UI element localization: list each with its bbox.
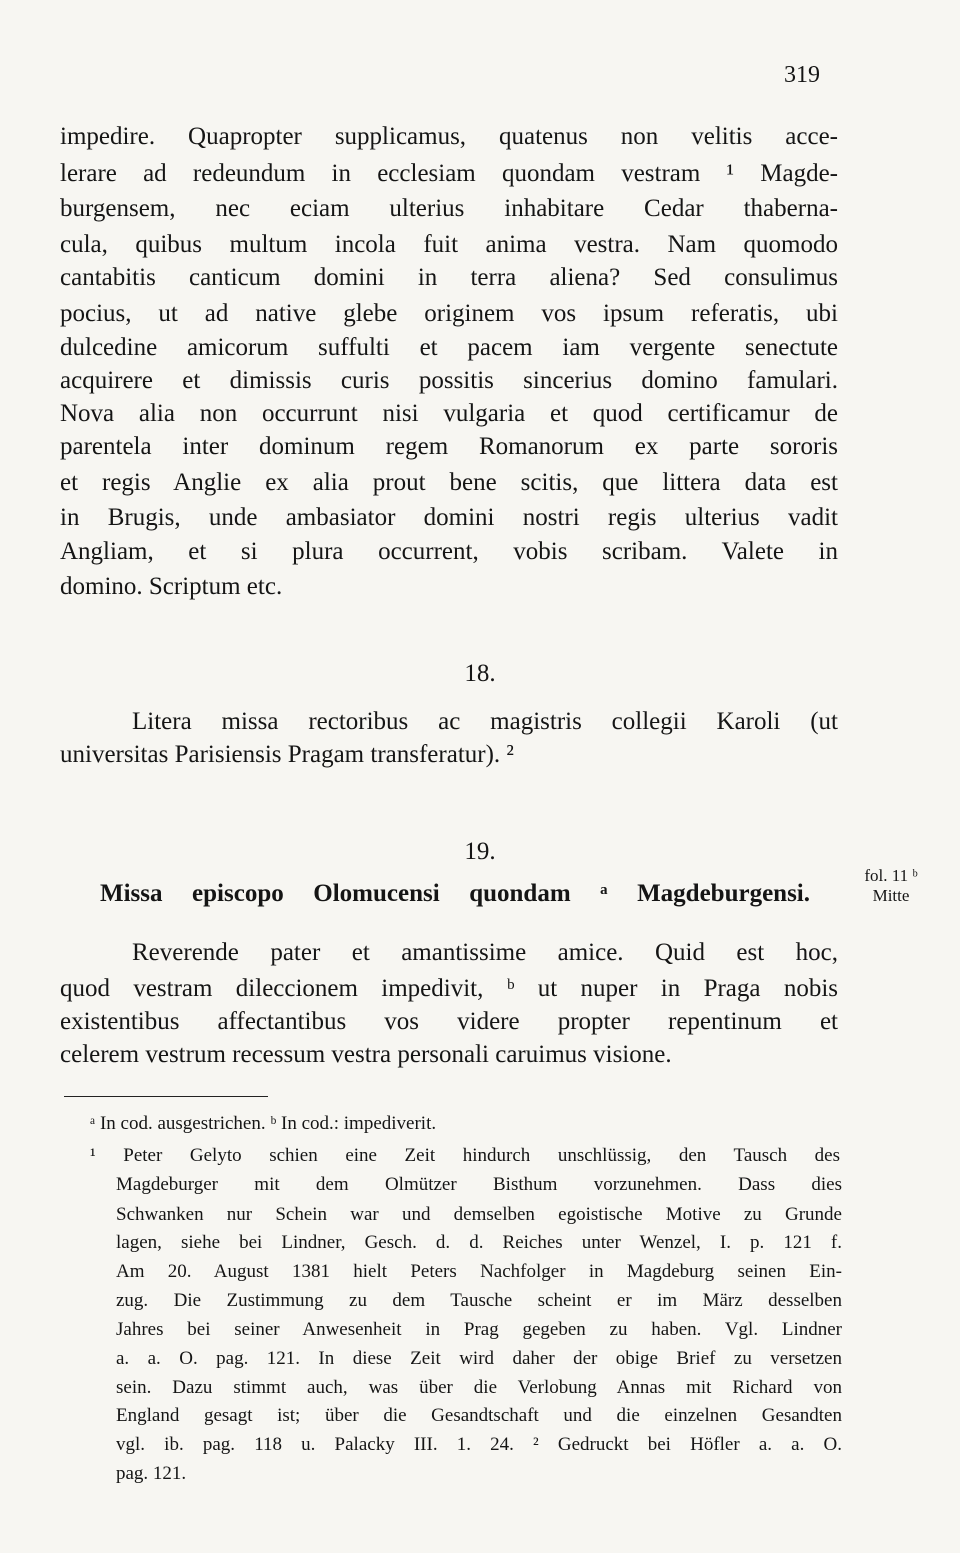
body-line: pocius, ut ad native glebe originem vos ipsum referatis, ubi xyxy=(60,300,838,327)
footnote-line: ¹ Peter Gelyto schien eine Zeit hindurch unschlüssig, den Tausch des xyxy=(90,1145,840,1166)
body-line: domino. Scriptum etc. xyxy=(60,573,283,600)
footnote-line: Am 20. August 1381 hielt Peters Nachfolger in Magdeburg seinen Ein- xyxy=(116,1261,842,1282)
footnote-rule xyxy=(64,1096,268,1097)
body-line: in Brugis, unde ambasiator domini nostri regis ulterius vadit xyxy=(60,504,838,531)
footnote-line: zug. Die Zustimmung zu dem Tausche scheint er im März desselben xyxy=(116,1290,842,1311)
section-number: 19. xyxy=(464,838,496,865)
footnote-line: England gesagt ist; über die Gesandtschaft und die einzelnen Gesandten xyxy=(116,1405,842,1426)
footnote-line: Jahres bei seiner Anwesenheit in Prag gegeben zu haben. Vgl. Lindner xyxy=(116,1319,842,1340)
footnote-line: vgl. ib. pag. 118 u. Palacky III. 1. 24. ² Gedruckt bei Höfler a. a. O. xyxy=(116,1434,842,1455)
body-line: cula, quibus multum incola fuit anima vestra. Nam quomodo xyxy=(60,231,838,258)
footnote-line: a. a. O. pag. 121. In diese Zeit wird daher der obige Brief zu versetzen xyxy=(116,1348,842,1369)
body-line: Nova alia non occurrunt nisi vulgaria et quod certificamur de xyxy=(60,400,838,427)
body-line: acquirere et dimissis curis possitis sincerius domino famulari. xyxy=(60,367,838,394)
footnote-line: lagen, siehe bei Lindner, Gesch. d. d. Reiches unter Wenzel, I. p. 121 f. xyxy=(116,1232,842,1253)
body-line: Angliam, et si plura occurrent, vobis scribam. Valete in xyxy=(60,538,838,565)
footnote-line: Magdeburger mit dem Olmützer Bisthum vorzunehmen. Dass dies xyxy=(116,1174,842,1195)
footnote-line: ᵃ In cod. ausgestrichen. ᵇ In cod.: impediverit. xyxy=(90,1113,437,1134)
page-number: 319 xyxy=(784,62,820,88)
body-line: lerare ad redeundum in ecclesiam quondam vestram ¹ Magde- xyxy=(60,160,838,187)
section-heading: Missa episcopo Olomucensi quondam ᵃ Magdeburgensi. xyxy=(100,880,810,907)
section-title-line: universitas Parisiensis Pragam transferatur). ² xyxy=(60,741,514,768)
section-title-line: Litera missa rectoribus ac magistris collegii Karoli (ut xyxy=(132,708,838,735)
body-line: et regis Anglie ex alia prout bene scitis, que littera data est xyxy=(60,469,838,496)
folio-position: Mitte xyxy=(872,885,910,905)
footnote-line: Schwanken nur Schein war und demselben egoistische Motive zu Grunde xyxy=(116,1204,842,1225)
body-line: cantabitis canticum domini in terra aliena? Sed consulimus xyxy=(60,264,838,291)
letter-line: quod vestram dileccionem impedivit, ᵇ ut nuper in Praga nobis xyxy=(60,975,838,1002)
body-line: burgensem, nec eciam ulterius inhabitare Cedar thaberna- xyxy=(60,195,838,222)
letter-line: Reverende pater et amantissime amice. Quid est hoc, xyxy=(132,939,838,966)
body-line: impedire. Quapropter supplicamus, quatenus non velitis acce- xyxy=(60,123,838,150)
folio-ref: fol. 11 ᵇ xyxy=(864,866,918,885)
section-number: 18. xyxy=(464,660,496,687)
body-line: parentela inter dominum regem Romanorum ex parte sororis xyxy=(60,433,838,460)
footnote-line: pag. 121. xyxy=(116,1463,187,1484)
letter-line: celerem vestrum recessum vestra personali caruimus visione. xyxy=(60,1041,672,1068)
body-line: dulcedine amicorum suffulti et pacem iam vergente senectute xyxy=(60,334,838,361)
margin-note xyxy=(848,866,934,905)
letter-line: existentibus affectantibus vos videre propter repentinum et xyxy=(60,1008,838,1035)
footnote-line: sein. Dazu stimmt auch, was über die Verlobung Annas mit Richard von xyxy=(116,1377,842,1398)
